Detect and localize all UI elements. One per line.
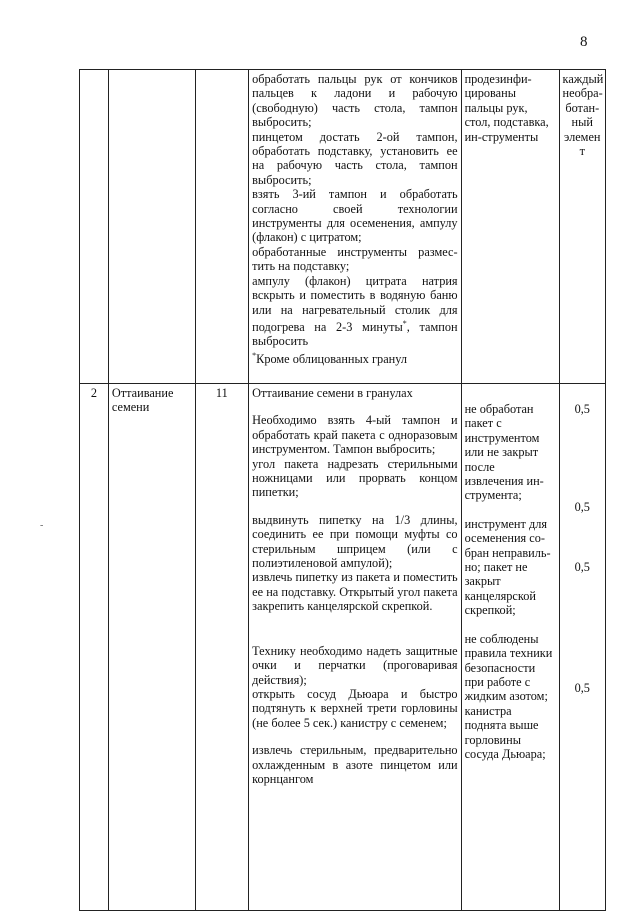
row-number — [80, 70, 109, 384]
points-cell: каждый необра-ботан-ный элемен т — [559, 70, 605, 384]
table-row — [80, 384, 606, 911]
procedure-step: извлечь пипетку из пакета и поместить ее на подставку. Открытый угол пакета закрепить канцелярской скрепкой. — [252, 570, 458, 614]
procedure-step: Технику необходимо надеть защитные очки и перчатки (проговаривая действия); — [252, 643, 458, 687]
margin-mark: - — [40, 520, 44, 531]
stage-name — [108, 70, 195, 384]
procedure-step-tail: , тампон выбросить — [252, 320, 458, 349]
procedure-step: выдвинуть пипетку на 1/3 длины, соединить ее при помощи муфты со стерильным шприцем (или с полиэтиленовой ампулой); — [252, 512, 458, 571]
points-value: 0,5 — [574, 681, 590, 696]
points-value: 0,5 — [574, 500, 590, 515]
points-value: 0,5 — [574, 559, 590, 574]
procedure-step: обработанные инструменты размес-тить на подставку; — [252, 244, 458, 274]
procedure-step: пинцетом достать 2-ой тампон, обработать подставку, установить ее на рабочую часть стола, тампон выбросить; — [252, 129, 458, 187]
stage-score: 11 — [195, 384, 249, 911]
stage-name: Оттаивание семени — [108, 384, 195, 911]
table-row — [80, 70, 606, 384]
procedure-cell — [249, 384, 461, 911]
errors-cell: продезинфи-цированы пальцы рук, стол, подставка, ин-струменты — [461, 70, 559, 384]
footnote — [252, 349, 457, 367]
error-item: не соблюдены правила техники безопасности при работе с жидким азотом; канистра поднята выше горловины сосуда Дьюара; — [464, 631, 553, 761]
footnote-text: Кроме облицованных гранул — [256, 351, 407, 366]
page-number: 8 — [580, 34, 588, 50]
error-item: инструмент для осеменения со-бран неправиль-но; пакет не закрыт канцелярской скрепкой; — [464, 516, 551, 618]
error-item: не обработан пакет с инструментом или не закрыт после извлечения ин-струмента; — [464, 402, 544, 503]
procedure-title: Оттаивание семени в гранулах — [252, 386, 413, 400]
procedure-step — [252, 274, 457, 349]
procedure-step: извлечь стерильным, предварительно охлажденным в азоте пинцетом или корнцангом — [252, 743, 458, 786]
footnote-mark: * — [402, 318, 407, 328]
assessment-table — [79, 69, 606, 911]
stage-score — [195, 70, 249, 384]
procedure-step: угол пакета надрезать стерильными ножницами или прорвать концом пипетки; — [252, 456, 458, 500]
points-value: 0,5 — [574, 402, 590, 416]
row-number: 2 — [80, 384, 109, 911]
procedure-step: открыть сосуд Дьюара и быстро подтянуть к верхней трети горловины (не более 5 сек.) канистру с семенем; — [252, 686, 458, 730]
procedure-cell — [249, 70, 461, 384]
procedure-step-text: ампулу (флакон) цитрата натрия вскрыть и поместить в водяную баню или на нагревательный столик для подогрева на 2-3 минуты — [252, 273, 458, 334]
errors-cell — [461, 384, 559, 911]
procedure-step: Необходимо взять 4-ый тампон и обработать край пакета с одноразовым инструментом. Тампон выбросить; — [252, 413, 458, 457]
procedure-step: взять 3-ий тампон и обработать согласно своей технологии инструменты для осеменения, ампулу (флакон) с цитратом; — [252, 187, 458, 245]
procedure-step: обработать пальцы рук от кончиков пальцев к ладони и рабочую (свободную) часть стола, тампон выбросить; — [252, 72, 458, 130]
footnote-mark: * — [252, 350, 257, 360]
points-cell — [559, 384, 605, 911]
